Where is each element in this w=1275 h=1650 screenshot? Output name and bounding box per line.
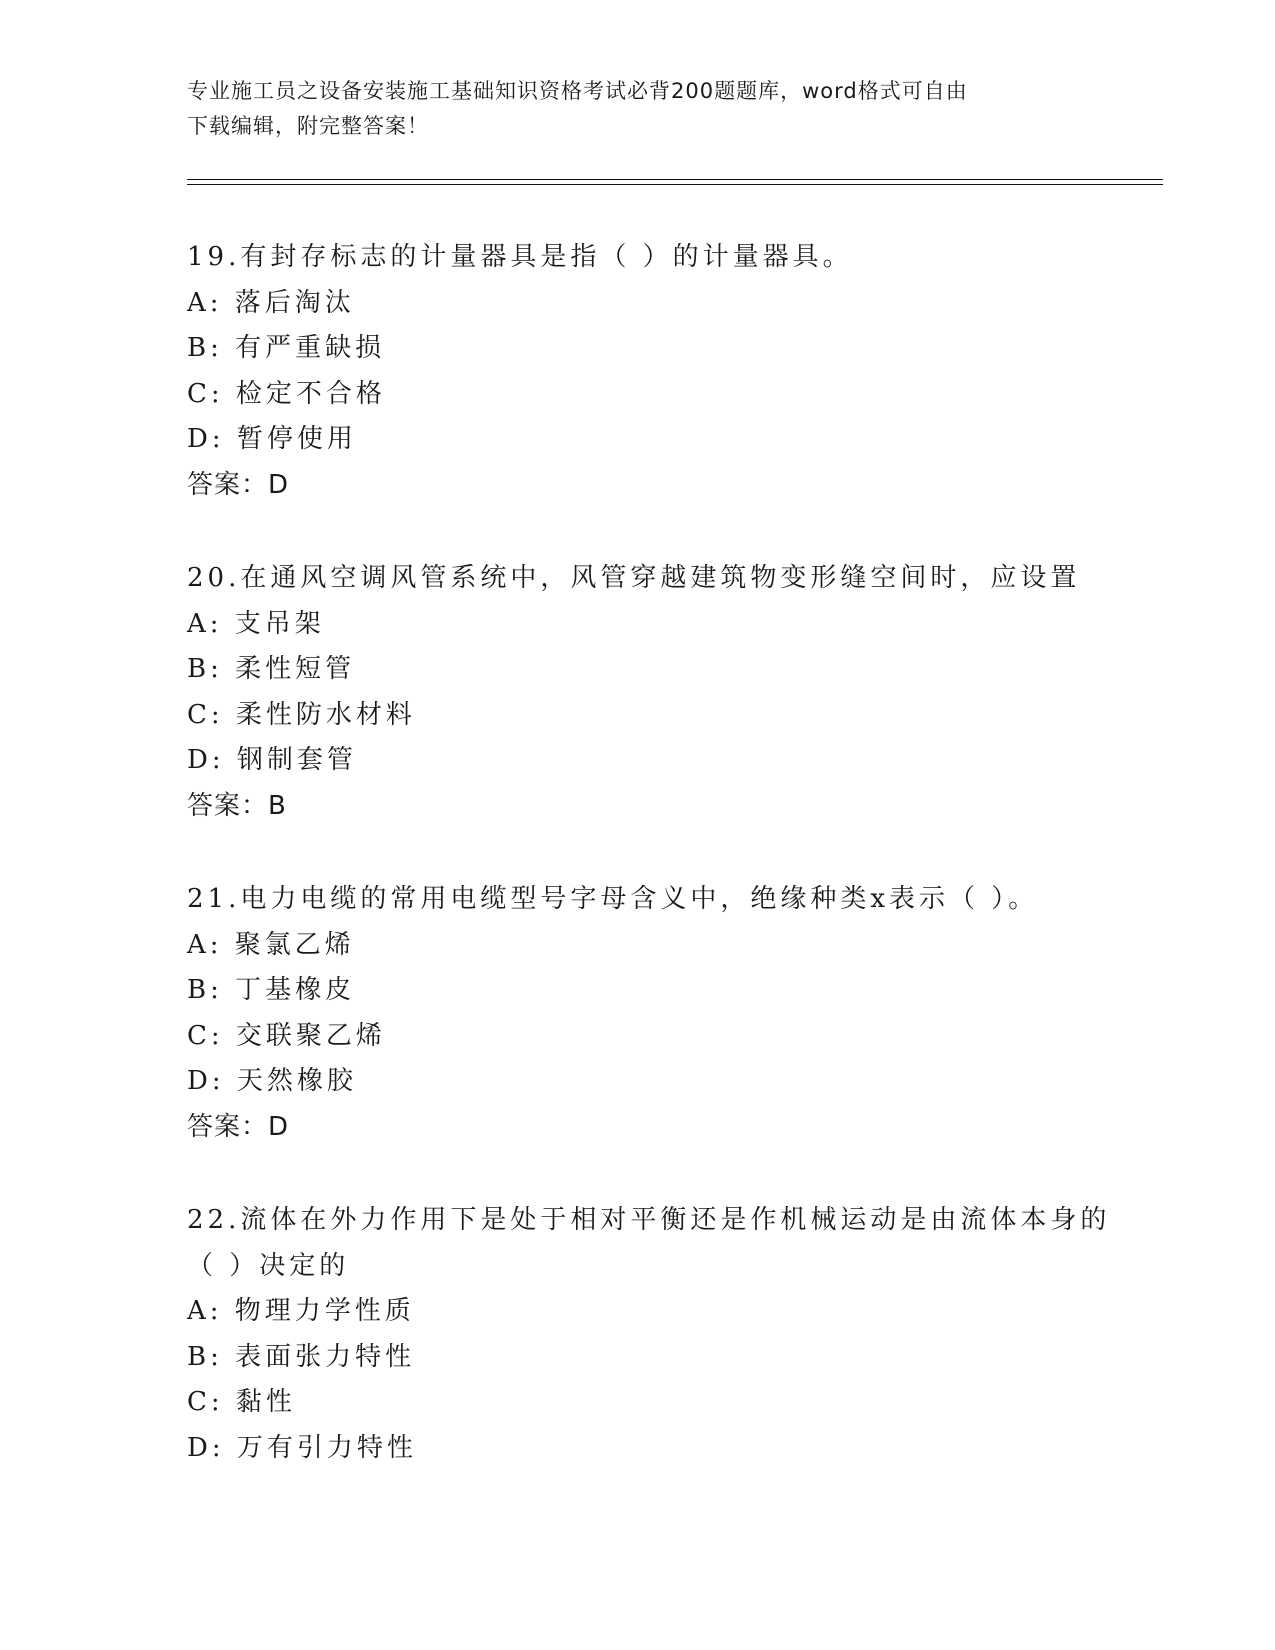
- question-stem: 19.有封存标志的计量器具是指（ ）的计量器具。: [187, 242, 853, 272]
- question-stem: 22.流体在外力作用下是处于相对平衡还是作机械运动是由流体本身的: [187, 1205, 1111, 1235]
- option-c: C: 交联聚乙烯: [187, 1020, 386, 1051]
- answer: 答案：D: [187, 1111, 290, 1142]
- header-line-2: 下载编辑，附完整答案！: [187, 114, 429, 138]
- question-22: [187, 1198, 1111, 1471]
- option-b: B: 表面张力特性: [187, 1341, 416, 1372]
- question-19: [187, 235, 1107, 508]
- option-b: B: 丁基橡皮: [187, 975, 356, 1005]
- question-stem-continued: （ ）决定的: [187, 1250, 350, 1281]
- option-d: D: 万有引力特性: [187, 1432, 417, 1463]
- option-a: A: 落后淘汰: [187, 287, 355, 318]
- option-a: A: 支吊架: [187, 608, 325, 639]
- option-d: D: 钢制套管: [187, 745, 357, 775]
- question-stem: 20.在通风空调风管系统中，风管穿越建筑物变形缝空间时，应设置: [187, 563, 1081, 593]
- header-line-1: 专业施工员之设备安装施工基础知识资格考试必背200题题库，word格式可自由: [187, 79, 968, 103]
- header-divider-top: [187, 179, 1163, 180]
- question-21: [187, 877, 1107, 1150]
- answer: 答案：B: [187, 790, 287, 821]
- question-20: [187, 556, 1107, 829]
- answer: 答案：D: [187, 469, 290, 500]
- option-c: C: 检定不合格: [187, 378, 386, 409]
- option-c: C: 柔性防水材料: [187, 699, 416, 730]
- option-a: A: 物理力学性质: [187, 1296, 415, 1326]
- header-divider-bottom: [187, 184, 1163, 185]
- option-d: D: 天然橡胶: [187, 1066, 357, 1096]
- option-c: C: 黏性: [187, 1387, 296, 1417]
- option-b: B: 有严重缺损: [187, 333, 386, 363]
- option-d: D: 暂停使用: [187, 424, 357, 454]
- option-a: A: 聚氯乙烯: [187, 929, 355, 960]
- document-header: [187, 74, 1067, 144]
- question-stem: 21.电力电缆的常用电缆型号字母含义中，绝缘种类x表示（ ）。: [187, 884, 1039, 914]
- option-b: B: 柔性短管: [187, 654, 356, 684]
